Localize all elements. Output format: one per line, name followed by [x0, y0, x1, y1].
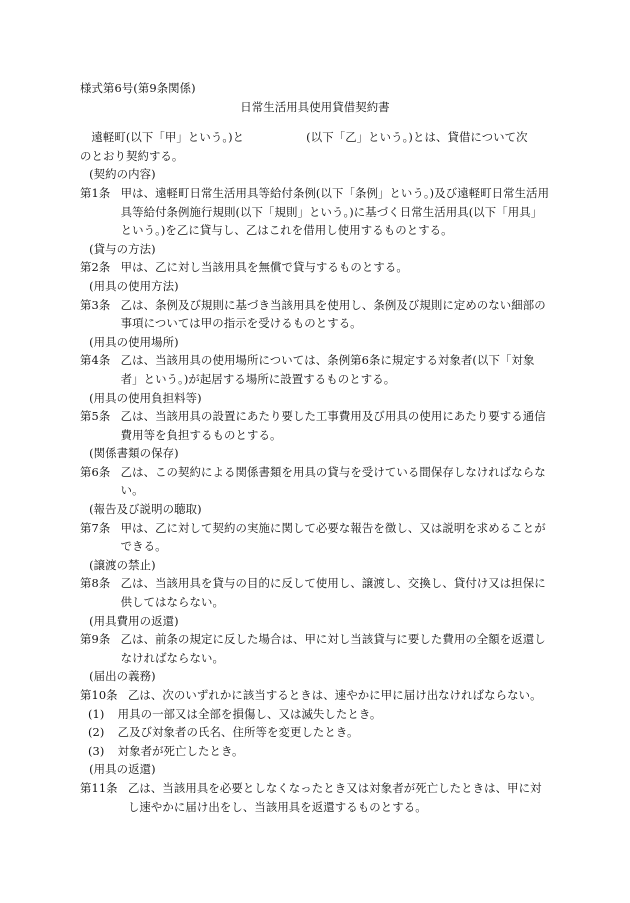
article-number: 第11条: [80, 780, 118, 795]
article-heading: (関係書類の保存): [89, 446, 179, 461]
intro-part-1: 遠軽町(以下「甲」という。)と: [91, 130, 245, 145]
article-number: 第8条: [80, 576, 111, 591]
article-heading: (届出の義務): [89, 669, 156, 684]
intro-part-2: (以下「乙」という。)とは、貸借について次: [306, 130, 528, 145]
list-item: [80, 723, 550, 742]
list-item: [80, 705, 550, 724]
article-5: [80, 407, 550, 444]
article-number: 第1条: [80, 185, 111, 200]
article-heading: (契約の内容): [89, 167, 156, 182]
article-heading: (用具の使用方法): [89, 278, 179, 293]
article-text: 乙は、この契約による関係書類を用具の貸与を受けている間保存しなければならない。: [120, 464, 546, 498]
article-text: 甲は、乙に対して契約の実施に関して必要な報告を徴し、又は説明を求めることができる。: [120, 520, 546, 554]
form-label: 様式第6号(第9条関係): [80, 81, 196, 95]
article-4: [80, 351, 550, 388]
item-text: 用具の一部又は全部を損傷し、又は滅失したとき。: [117, 706, 382, 721]
contract-document: [80, 79, 550, 816]
article-text: 乙は、当該用具を貸与の目的に反して使用し、譲渡し、交換し、貸付け又は担保に供してはならない。: [120, 576, 546, 610]
article-text: 甲は、乙に対し当該用具を無償で貸与するものとする。: [120, 260, 408, 275]
article-heading: (用具費用の返還): [89, 613, 179, 628]
article-text: 乙は、当該用具の設置にあたり要した工事費用及び用具の使用にあたり要する通信費用等を負担するものとする。: [120, 409, 546, 442]
article-8: [80, 574, 550, 611]
article-text: 乙は、条例及び規則に基づき当該用具を使用し、条例及び規則に定めのない細部の事項については甲の指示を受けるものとする。: [120, 297, 546, 331]
article-text: 乙は、次のいずれかに該当するときは、速やかに甲に届け出なければならない。: [127, 688, 542, 702]
intro-line-1: [80, 128, 550, 147]
article-text: 乙は、当該用具の使用場所については、条例第6条に規定する対象者(以下「対象者」という。)が起居する場所に設置するものとする。: [120, 353, 535, 386]
item-text: 対象者が死亡したとき。: [117, 743, 244, 758]
item-number: (1): [87, 706, 105, 721]
article-number: 第9条: [80, 632, 111, 647]
article-heading: (貸与の方法): [89, 241, 156, 256]
list-item: [80, 742, 550, 761]
article-number: 第6条: [80, 464, 111, 479]
article-text: 乙は、当該用具を必要としなくなったとき又は対象者が死亡したときは、甲に対し速やかに届け出をし、当該用具を返還するものとする。: [127, 780, 542, 814]
article-1: [80, 184, 550, 240]
article-6: [80, 463, 550, 500]
article-9: [80, 630, 550, 667]
article-text: 乙は、前条の規定に反した場合は、甲に対し当該貸与に要した費用の全額を返還しなければならない。: [120, 632, 546, 665]
article-7: [80, 519, 550, 556]
article-heading: (譲渡の禁止): [89, 557, 156, 572]
article-heading: (報告及び説明の聴取): [89, 502, 202, 517]
item-number: (3): [87, 743, 105, 758]
article-10: [80, 686, 550, 705]
article-number: 第2条: [80, 260, 111, 275]
article-heading: (用具の使用負担料等): [89, 390, 202, 405]
article-number: 第3条: [80, 297, 111, 312]
article-2: [80, 258, 550, 277]
article-number: 第5条: [80, 409, 111, 424]
intro-paragraph: [80, 128, 550, 165]
article-heading: (用具の使用場所): [89, 334, 179, 349]
item-text: 乙及び対象者の氏名、住所等を変更したとき。: [117, 725, 359, 740]
article-heading: (用具の返還): [89, 762, 156, 777]
intro-line-2: のとおり契約する。: [80, 148, 184, 163]
item-number: (2): [87, 725, 105, 740]
article-number: 第10条: [80, 688, 118, 702]
article-number: 第4条: [80, 353, 111, 368]
article-number: 第7条: [80, 520, 111, 535]
article-text: 甲は、遠軽町日常生活用具等給付条例(以下「条例」という。)及び遠軽町日常生活用具等給付条例施行規則(以下「規則」という。)に基づく日常生活用具(以下「用具」という。)を乙に貸与し、乙はこれを借用し使用するものとする。: [120, 185, 550, 238]
article-11: [80, 779, 550, 816]
article-3: [80, 296, 550, 333]
document-title: 日常生活用具使用貸借契約書: [240, 99, 390, 114]
